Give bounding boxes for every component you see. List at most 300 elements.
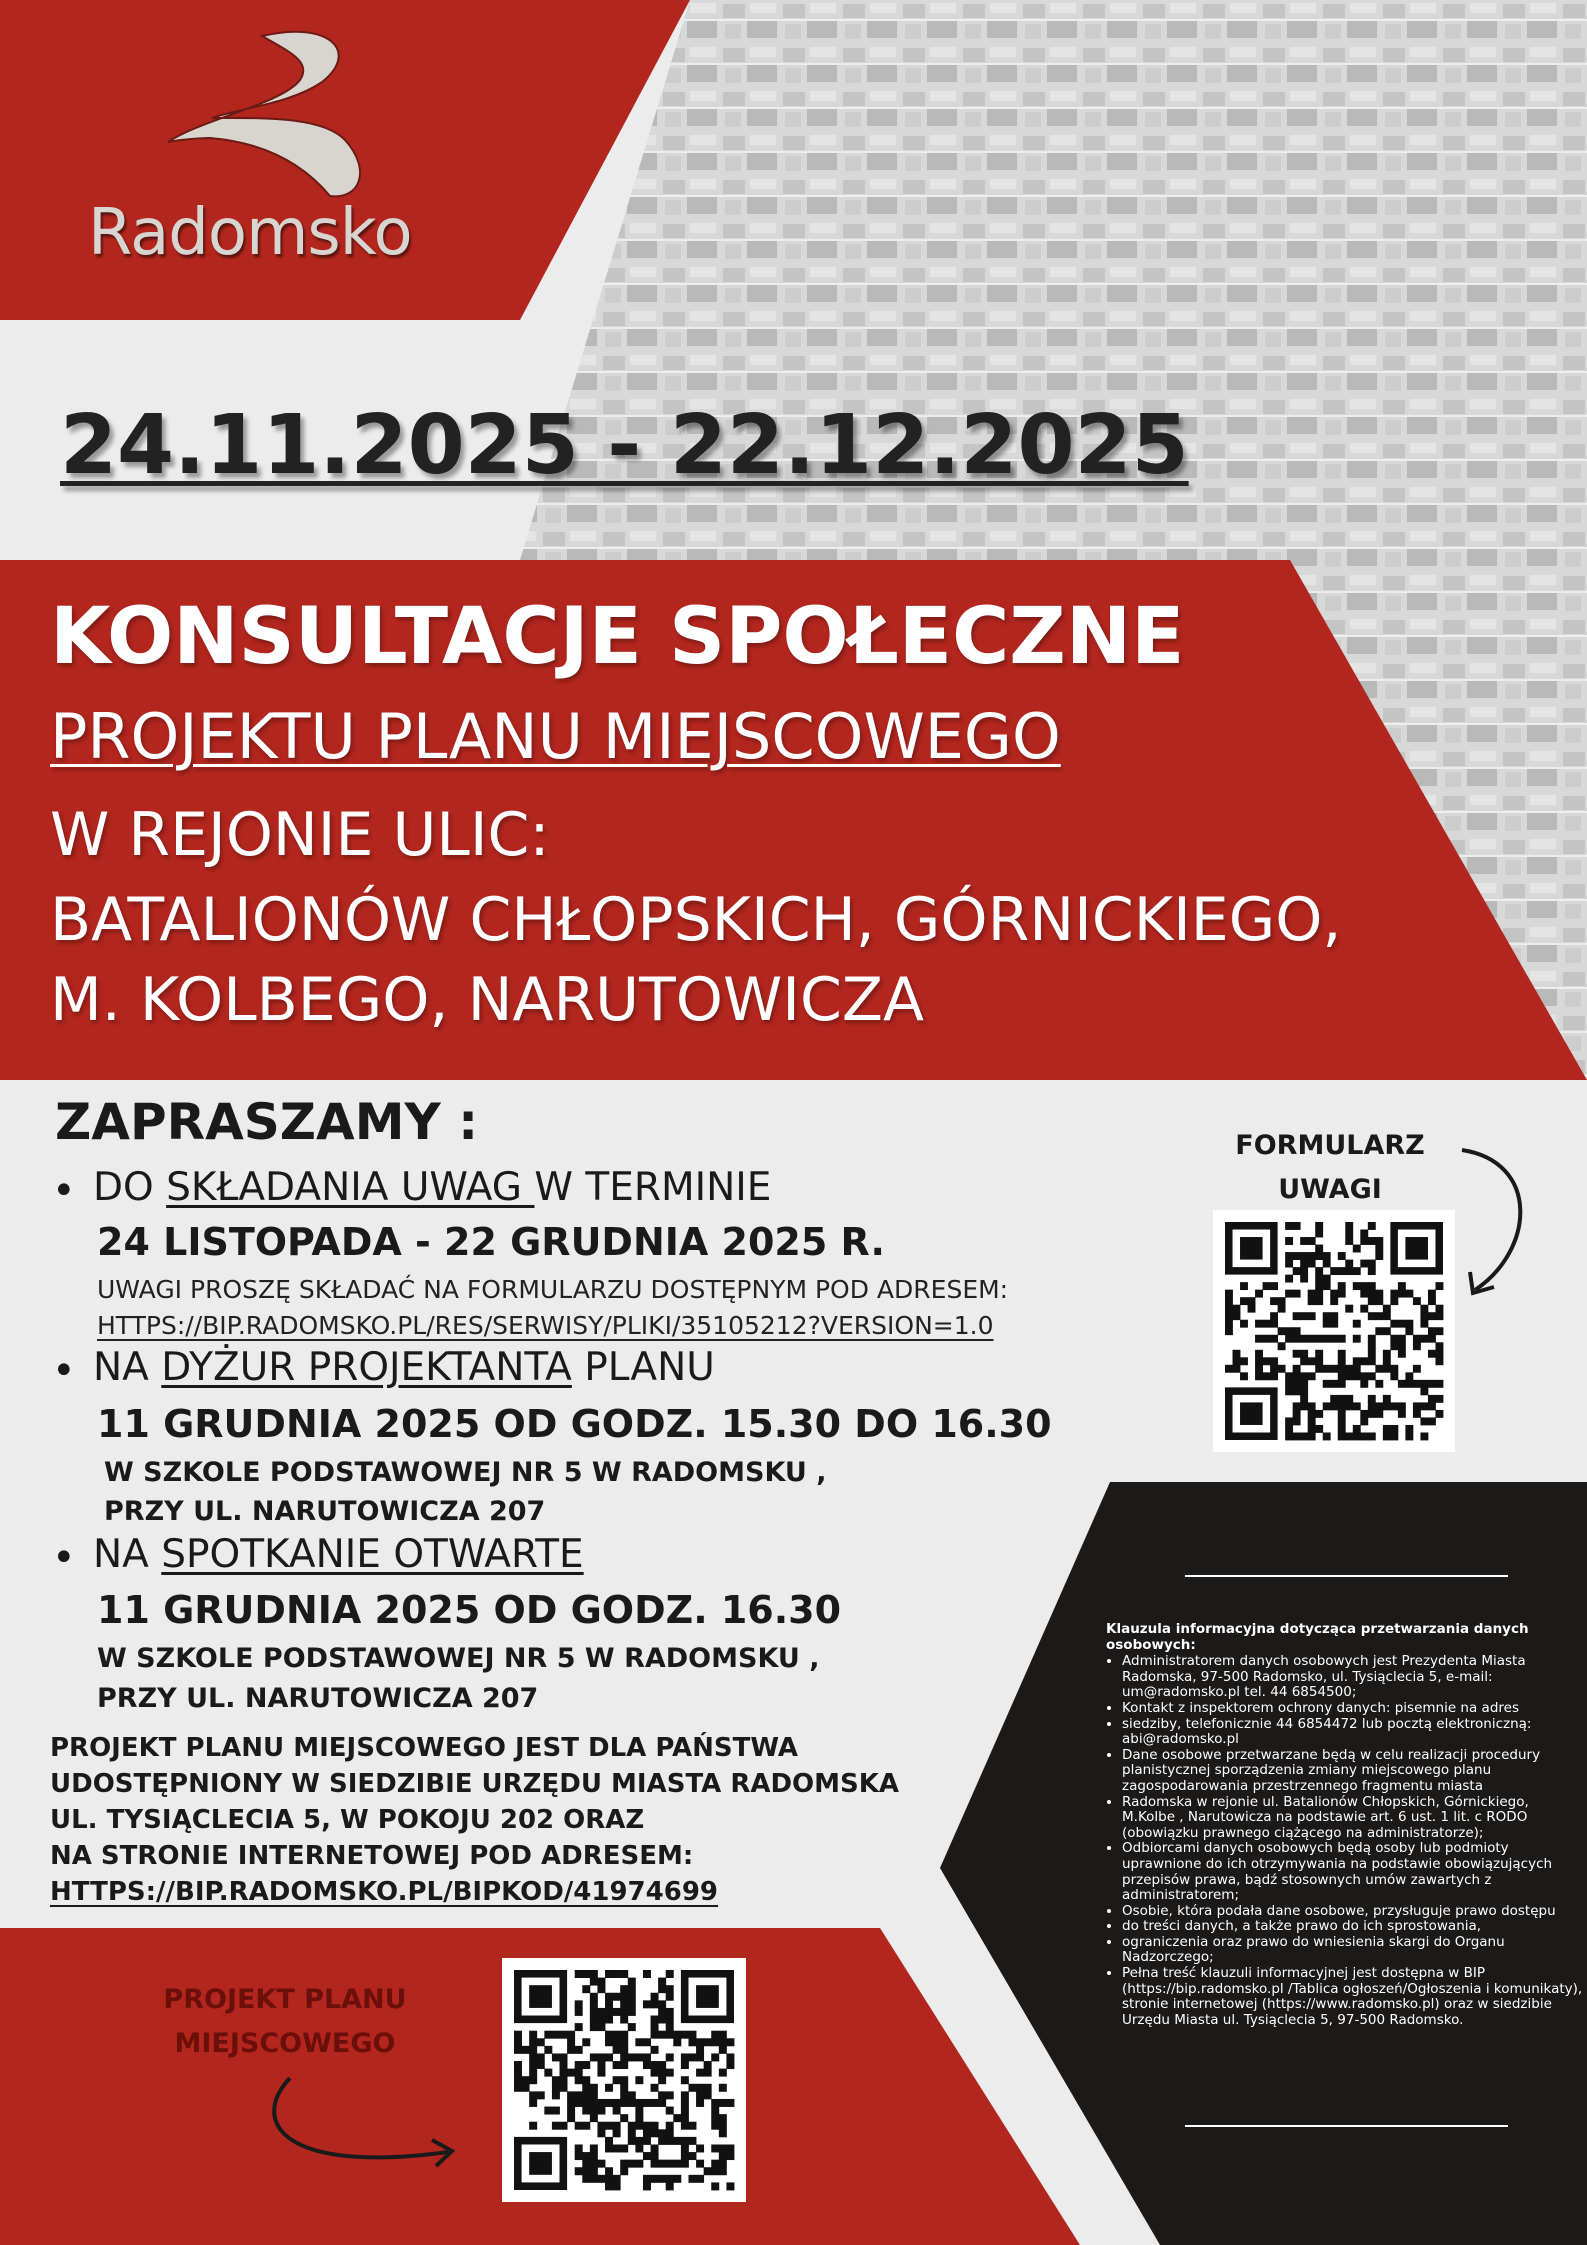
qr-module (537, 2038, 545, 2046)
qr-module (590, 2091, 598, 2099)
qr-module (1308, 1312, 1316, 1320)
qr-module (688, 2038, 696, 2046)
qr-module (696, 2144, 704, 2152)
qr-module (1255, 1350, 1263, 1358)
qr-module (1345, 1267, 1353, 1275)
qr-module (575, 2122, 583, 2130)
qr-module (613, 2175, 621, 2183)
qr-module (719, 2031, 727, 2039)
qr-module (552, 2053, 560, 2061)
qr-module (1368, 1237, 1376, 1245)
item-2-date: 11 GRUDNIA 2025 OD GODZ. 15.30 DO 16.30 (97, 1402, 1052, 1446)
qr-module (688, 2175, 696, 2183)
qr-module (514, 2046, 522, 2054)
qr-module (651, 2144, 659, 2152)
qr-module (1263, 1320, 1271, 1328)
qr-module (651, 2023, 659, 2031)
qr-module (1375, 1252, 1383, 1260)
qr-module (1278, 1327, 1286, 1335)
qr-module (1413, 1410, 1421, 1418)
qr-module (1338, 1402, 1346, 1410)
qr-module (582, 2167, 590, 2175)
qr-module (1420, 1305, 1428, 1313)
qr-module (658, 2160, 666, 2168)
qr-code-form[interactable] (1213, 1210, 1455, 1452)
qr-module (1428, 1350, 1436, 1358)
qr-module (635, 2137, 643, 2145)
qr-module (651, 2016, 659, 2024)
qr-module (1285, 1425, 1293, 1433)
qr-module (696, 2091, 704, 2099)
qr-module (1225, 1297, 1233, 1305)
qr-module (529, 2069, 537, 2077)
qr-module (635, 2107, 643, 2115)
qr-module (605, 2000, 613, 2008)
bullet-1: • (52, 1168, 76, 1214)
qr-module (635, 2160, 643, 2168)
qr-module (1360, 1417, 1368, 1425)
qr-module (1360, 1372, 1368, 1380)
qr-module (560, 2069, 568, 2077)
qr-module (719, 2114, 727, 2122)
qr-module (726, 2144, 734, 2152)
qr-module (1323, 1402, 1331, 1410)
qr-module (597, 2008, 605, 2016)
qr-module (605, 2038, 613, 2046)
qr-code-plan[interactable] (502, 1958, 746, 2202)
qr-module (1353, 1245, 1361, 1253)
qr-module (1255, 1372, 1263, 1380)
availability-line-1: PROJEKT PLANU MIEJSCOWEGO JEST DLA PAŃSTWA (50, 1733, 798, 1763)
invite-item-1 (93, 1165, 771, 1210)
qr-module (620, 2091, 628, 2099)
qr-module (620, 2061, 628, 2069)
qr-module (726, 2099, 734, 2107)
qr-module (582, 2099, 590, 2107)
qr-module (1270, 1335, 1278, 1343)
qr-module (590, 1978, 598, 1986)
qr-module (658, 2031, 666, 2039)
qr-module (605, 2008, 613, 2016)
qr-module (620, 2031, 628, 2039)
qr-module (1398, 1410, 1406, 1418)
item-3-link: SPOTKANIE OTWARTE (161, 1532, 584, 1577)
qr-module (514, 2084, 522, 2092)
rodo-title: Klauzula informacyjna dotycząca przetwarzania danych osobowych: (1106, 1621, 1529, 1653)
qr-module (1368, 1372, 1376, 1380)
qr-module (651, 2152, 659, 2160)
qr-module (590, 2175, 598, 2183)
qr-module (1293, 1252, 1301, 1260)
qr-module (582, 2061, 590, 2069)
qr-module (597, 1978, 605, 1986)
qr-module (1293, 1312, 1301, 1320)
qr-module (582, 2076, 590, 2084)
qr-module (1383, 1425, 1391, 1433)
qr-module (1263, 1335, 1271, 1343)
qr-module (1360, 1237, 1368, 1245)
qr-module (651, 2046, 659, 2054)
item-3-place-2: PRZY UL. NARUTOWICZA 207 (97, 1683, 539, 1714)
qr-module (711, 2182, 719, 2190)
qr-module (1308, 1432, 1316, 1440)
qr-finder (529, 1985, 552, 2008)
qr-module (628, 2160, 636, 2168)
qr-module (1435, 1350, 1443, 1358)
qr-module (605, 1970, 613, 1978)
qr-module (1300, 1357, 1308, 1365)
qr-form-label-2: UWAGI (1278, 1174, 1382, 1205)
qr-module (1360, 1260, 1368, 1268)
qr-module (597, 2061, 605, 2069)
qr-module (635, 2099, 643, 2107)
qr-module (590, 2114, 598, 2122)
qr-module (597, 2023, 605, 2031)
rodo-divider-bottom (1185, 2125, 1508, 2127)
rodo-item: • ograniczenia oraz prawo do wniesienia skargi do Organu Nadzorczego; (1122, 1935, 1586, 1966)
qr-module (711, 2053, 719, 2061)
qr-module (522, 2076, 530, 2084)
qr-module (628, 2023, 636, 2031)
item-2-place-2: PRZY UL. NARUTOWICZA 207 (104, 1496, 546, 1527)
item-2-prefix: NA (93, 1345, 162, 1390)
qr-module (1368, 1290, 1376, 1298)
qr-module (560, 2076, 568, 2084)
qr-module (1308, 1417, 1316, 1425)
qr-module (1308, 1335, 1316, 1343)
rodo-item: • Dane osobowe przetwarzane będą w celu realizacji procedury planistycznej sporządzenia zmiany miejscowego planu zagospodarowania przestrzennego fragmentu miasta (1122, 1748, 1586, 1795)
qr-module (666, 2160, 674, 2168)
qr-module (628, 2008, 636, 2016)
qr-module (1278, 1365, 1286, 1373)
qr-module (635, 2038, 643, 2046)
qr-form-label-1: FORMULARZ (1235, 1130, 1425, 1161)
qr-module (628, 2000, 636, 2008)
qr-module (1338, 1365, 1346, 1373)
qr-module (590, 2152, 598, 2160)
qr-module (1315, 1335, 1323, 1343)
qr-module (597, 1985, 605, 1993)
qr-module (620, 1970, 628, 1978)
qr-module (681, 2144, 689, 2152)
qr-module (1315, 1410, 1323, 1418)
qr-module (1375, 1380, 1383, 1388)
qr-module (605, 2016, 613, 2024)
qr-module (1330, 1297, 1338, 1305)
qr-module (1300, 1387, 1308, 1395)
qr-module (1428, 1312, 1436, 1320)
qr-module (567, 2069, 575, 2077)
item-1-suffix: W TERMINIE (534, 1165, 772, 1210)
qr-module (613, 2099, 621, 2107)
qr-module (643, 2038, 651, 2046)
qr-module (620, 1985, 628, 1993)
qr-module (681, 2061, 689, 2069)
qr-module (719, 2152, 727, 2160)
qr-module (666, 2023, 674, 2031)
qr-module (1338, 1417, 1346, 1425)
qr-module (1435, 1327, 1443, 1335)
qr-module (666, 2053, 674, 2061)
qr-module (590, 2167, 598, 2175)
rodo-divider-top (1185, 1575, 1508, 1577)
qr-module (1248, 1297, 1256, 1305)
qr-module (620, 2053, 628, 2061)
qr-module (620, 2076, 628, 2084)
qr-module (681, 2091, 689, 2099)
qr-module (613, 2046, 621, 2054)
qr-module (1255, 1365, 1263, 1373)
qr-module (613, 2038, 621, 2046)
qr-module (575, 2023, 583, 2031)
qr-module (514, 2069, 522, 2077)
qr-module (1315, 1297, 1323, 1305)
qr-module (1293, 1387, 1301, 1395)
qr-module (696, 2046, 704, 2054)
qr-module (605, 2167, 613, 2175)
qr-module (567, 2046, 575, 2054)
qr-module (1375, 1245, 1383, 1253)
qr-module (628, 2053, 636, 2061)
qr-module (1323, 1365, 1331, 1373)
qr-module (666, 1970, 674, 1978)
qr-module (1330, 1267, 1338, 1275)
qr-module (1353, 1267, 1361, 1275)
qr-module (1368, 1282, 1376, 1290)
qr-module (1360, 1230, 1368, 1238)
rodo-item: • do treści danych, a także prawo do ich sprostowania, (1122, 1919, 1586, 1935)
qr-module (1240, 1282, 1248, 1290)
qr-module (1300, 1275, 1308, 1283)
qr-module (1300, 1260, 1308, 1268)
qr-module (1293, 1267, 1301, 1275)
qr-module (544, 2107, 552, 2115)
qr-module (1345, 1237, 1353, 1245)
qr-module (560, 2031, 568, 2039)
qr-module (620, 2099, 628, 2107)
qr-module (1360, 1305, 1368, 1313)
qr-module (1345, 1260, 1353, 1268)
qr-module (1420, 1417, 1428, 1425)
qr-module (719, 2144, 727, 2152)
qr-module (688, 2152, 696, 2160)
qr-module (1323, 1335, 1331, 1343)
qr-module (560, 2061, 568, 2069)
qr-module (1308, 1290, 1316, 1298)
rodo-item: • Administratorem danych osobowych jest Prezydenta Miasta Radomska, 97-500 Radomsko, ul. Tysiąclecia 5, e-mail: um@radomsko.pl tel. 44 6854500; (1122, 1654, 1586, 1701)
qr-module (651, 2069, 659, 2077)
qr-module (514, 2061, 522, 2069)
qr-module (1383, 1357, 1391, 1365)
logo-wordmark: Radomsko (88, 196, 412, 270)
qr-module (681, 2107, 689, 2115)
qr-module (514, 2076, 522, 2084)
qr-module (1293, 1417, 1301, 1425)
qr-module (628, 2099, 636, 2107)
qr-form-label (1200, 1124, 1460, 1212)
qr-module (1270, 1282, 1278, 1290)
qr-module (1338, 1350, 1346, 1358)
qr-module (620, 2008, 628, 2016)
item-3-prefix: NA (93, 1532, 162, 1577)
qr-module (1420, 1432, 1428, 1440)
qr-module (1285, 1290, 1293, 1298)
qr-module (567, 2091, 575, 2099)
qr-module (582, 2160, 590, 2168)
qr-module (1225, 1312, 1233, 1320)
qr-module (643, 2152, 651, 2160)
bullet-2: • (52, 1348, 76, 1394)
qr-module (1413, 1402, 1421, 1410)
item-2-suffix: PLANU (571, 1345, 715, 1390)
plan-url-link[interactable]: HTTPS://BIP.RADOMSKO.PL/BIPKOD/41974699 (50, 1877, 719, 1907)
qr-module (620, 2160, 628, 2168)
qr-module (560, 2053, 568, 2061)
qr-module (1323, 1260, 1331, 1268)
qr-module (658, 2000, 666, 2008)
rodo-item: • Odbiorcami danych osobowych będą osoby lub podmioty uprawnione do ich otrzymywania na podstawie obowiązujących przepisów prawa, bądź stosownych umów zawartych z administratorem; (1122, 1841, 1586, 1903)
qr-module (1225, 1320, 1233, 1328)
qr-module (1338, 1395, 1346, 1403)
qr-module (582, 2175, 590, 2183)
item-2-place-1: W SZKOLE PODSTAWOWEJ NR 5 W RADOMSKU , (104, 1457, 827, 1488)
qr-module (1263, 1372, 1271, 1380)
qr-module (575, 2046, 583, 2054)
qr-module (1398, 1290, 1406, 1298)
qr-module (1353, 1357, 1361, 1365)
qr-module (643, 2061, 651, 2069)
qr-module (605, 2031, 613, 2039)
rodo-item: • Radomska w rejonie ul. Batalionów Chłopskich, Górnickiego, M.Kolbe , Narutowicza na podstawie art. 6 ust. 1 lit. c RODO (obowiązku prawnego ciążącego na administratorze); (1122, 1795, 1586, 1842)
qr-module (1300, 1372, 1308, 1380)
qr-module (658, 2016, 666, 2024)
qr-module (529, 2038, 537, 2046)
qr-module (719, 2122, 727, 2130)
qr-module (681, 2031, 689, 2039)
qr-module (514, 2038, 522, 2046)
qr-module (605, 2053, 613, 2061)
qr-module (1420, 1387, 1428, 1395)
qr-module (1285, 1335, 1293, 1343)
qr-module (704, 2091, 712, 2099)
qr-module (1420, 1312, 1428, 1320)
qr-module (582, 2152, 590, 2160)
qr-module (1330, 1380, 1338, 1388)
rodo-clause (1106, 1622, 1586, 2028)
qr-module (658, 2137, 666, 2145)
form-url-link[interactable]: HTTPS://BIP.RADOMSKO.PL/RES/SERWISY/PLIKI/35105212?VERSION=1.0 (97, 1311, 994, 1340)
qr-module (1420, 1380, 1428, 1388)
qr-finder (1240, 1237, 1263, 1260)
qr-module (1300, 1350, 1308, 1358)
qr-module (643, 2137, 651, 2145)
qr-module (1360, 1290, 1368, 1298)
qr-module (658, 1985, 666, 1993)
qr-module (1285, 1260, 1293, 1268)
qr-module (681, 2099, 689, 2107)
qr-module (575, 2144, 583, 2152)
qr-module (651, 2084, 659, 2092)
hero-line-3: M. KOLBEGO, NARUTOWICZA (50, 965, 925, 1035)
qr-module (704, 2069, 712, 2077)
qr-module (1233, 1312, 1241, 1320)
date-range: 24.11.2025 - 22.12.2025 (60, 398, 1189, 493)
qr-module (575, 1970, 583, 1978)
invite-item-3 (93, 1532, 584, 1577)
qr-module (1308, 1372, 1316, 1380)
qr-module (575, 2000, 583, 2008)
qr-module (1285, 1222, 1293, 1230)
qr-module (1368, 1410, 1376, 1418)
qr-module (1345, 1372, 1353, 1380)
qr-module (1405, 1380, 1413, 1388)
qr-module (620, 2114, 628, 2122)
qr-module (635, 2122, 643, 2130)
qr-module (1308, 1297, 1316, 1305)
qr-module (1330, 1335, 1338, 1343)
qr-module (1225, 1290, 1233, 1298)
qr-module (1420, 1402, 1428, 1410)
qr-module (681, 2122, 689, 2130)
qr-module (651, 2061, 659, 2069)
qr-module (1353, 1320, 1361, 1328)
qr-module (522, 2084, 530, 2092)
qr-module (711, 2160, 719, 2168)
qr-module (1285, 1380, 1293, 1388)
qr-module (1405, 1372, 1413, 1380)
qr-module (1308, 1410, 1316, 1418)
qr-module (1255, 1335, 1263, 1343)
qr-module (651, 2031, 659, 2039)
qr-module (1413, 1380, 1421, 1388)
qr-module (1428, 1335, 1436, 1343)
qr-module (529, 2046, 537, 2054)
qr-module (1285, 1275, 1293, 1283)
qr-module (719, 2069, 727, 2077)
qr-module (1428, 1395, 1436, 1403)
qr-module (635, 2053, 643, 2061)
qr-module (1323, 1275, 1331, 1283)
availability-line-4: NA STRONIE INTERNETOWEJ POD ADRESEM: (50, 1841, 694, 1871)
qr-module (1383, 1327, 1391, 1335)
qr-module (1345, 1222, 1353, 1230)
qr-module (658, 2175, 666, 2183)
qr-module (1330, 1320, 1338, 1328)
qr-module (590, 2008, 598, 2016)
arrow-form-icon (1462, 1150, 1520, 1290)
qr-module (696, 2099, 704, 2107)
qr-module (1383, 1365, 1391, 1373)
qr-module (666, 2016, 674, 2024)
qr-module (1383, 1312, 1391, 1320)
qr-module (1338, 1357, 1346, 1365)
qr-module (696, 2084, 704, 2092)
qr-module (711, 2114, 719, 2122)
qr-module (552, 2107, 560, 2115)
qr-module (605, 2182, 613, 2190)
qr-module (537, 2091, 545, 2099)
qr-module (1413, 1297, 1421, 1305)
qr-module (1383, 1402, 1391, 1410)
qr-module (1300, 1335, 1308, 1343)
qr-module (1233, 1305, 1241, 1313)
qr-module (658, 2129, 666, 2137)
qr-module (651, 2129, 659, 2137)
qr-module (696, 2038, 704, 2046)
qr-module (529, 2122, 537, 2130)
qr-module (1360, 1432, 1368, 1440)
qr-module (582, 2038, 590, 2046)
